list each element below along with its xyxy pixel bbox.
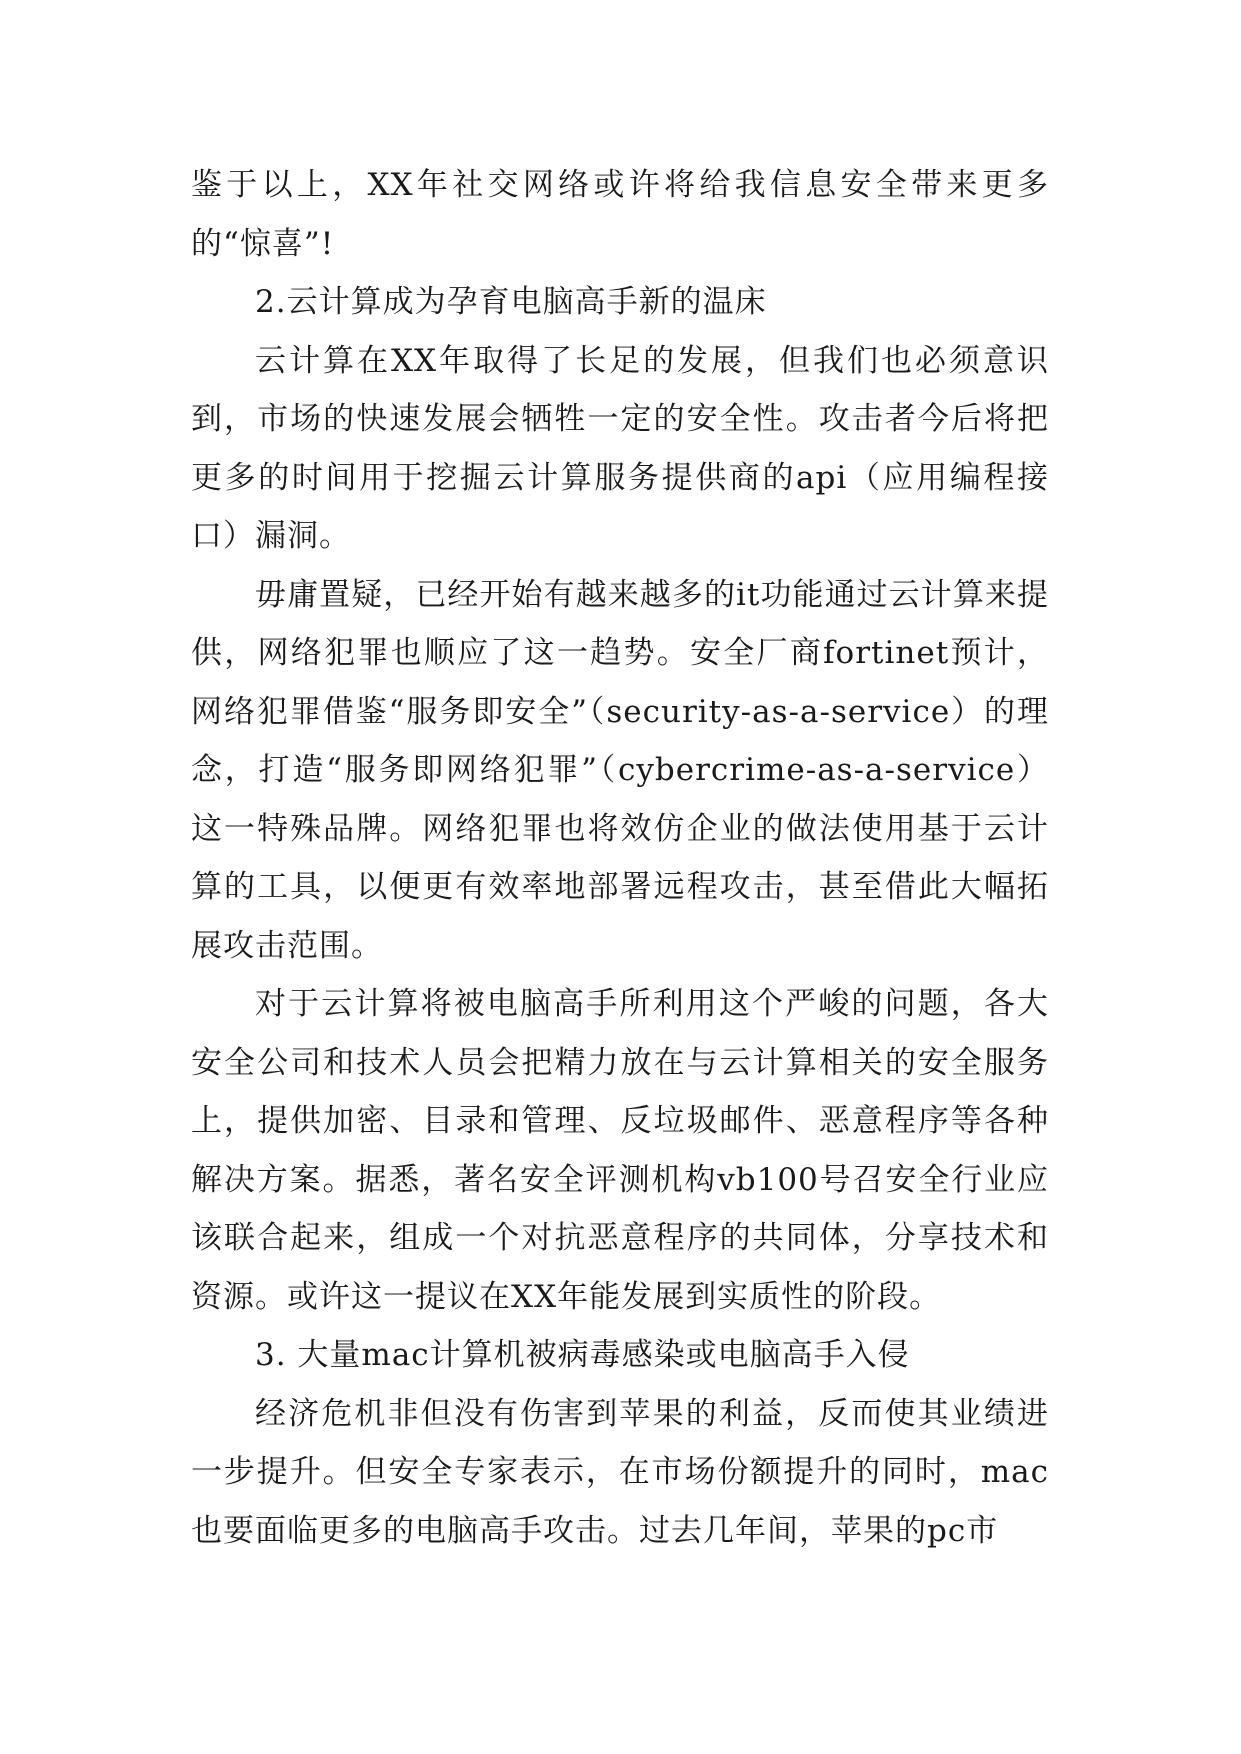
paragraph-apple-market-share: 经济危机非但没有伤害到苹果的利益，反而使其业绩进一步提升。但安全专家表示，在市场份额提升的同时，mac也要面临更多的电脑高手攻击。过去几年间，苹果的pc市: [191, 1395, 1049, 1549]
paragraph-social-network-conclusion: 鉴于以上，XX年社交网络或许将给我信息安全带来更多的“惊喜”!: [191, 167, 1049, 262]
section-heading-cloud-computing: 2.云计算成为孕育电脑高手新的温床: [255, 284, 767, 320]
paragraph-security-response: 对于云计算将被电脑高手所利用这个严峻的问题，各大安全公司和技术人员会把精力放在与云计算相关的安全服务上，提供加密、目录和管理、反垃圾邮件、恶意程序等各种解决方案。据悉，著名安全评测机构vb100号召安全行业应该联合起来，组成一个对抗恶意程序的共同体，分享技术和资源。或许这一提议在XX年能发展到实质性的阶段。: [191, 986, 1049, 1315]
document-body: [191, 156, 1049, 1560]
paragraph-cybercrime-as-a-service: 毋庸置疑，已经开始有越来越多的it功能通过云计算来提供，网络犯罪也顺应了这一趋势。安全厂商fortinet预计，网络犯罪借鉴“服务即安全”（security-as-a-service）的理念，打造“服务即网络犯罪”（cybercrime-as-a-service）这一特殊品牌。网络犯罪也将效仿企业的做法使用基于云计算的工具，以便更有效率地部署远程攻击，甚至借此大幅拓展攻击范围。: [191, 576, 1049, 964]
paragraph-cloud-api-vulnerabilities: 云计算在XX年取得了长足的发展，但我们也必须意识到，市场的快速发展会牺牲一定的安全性。攻击者今后将把更多的时间用于挖掘云计算服务提供商的api（应用编程接口）漏洞。: [191, 342, 1049, 554]
section-heading-mac-attacks: 3. 大量mac计算机被病毒感染或电脑高手入侵: [255, 1337, 910, 1373]
